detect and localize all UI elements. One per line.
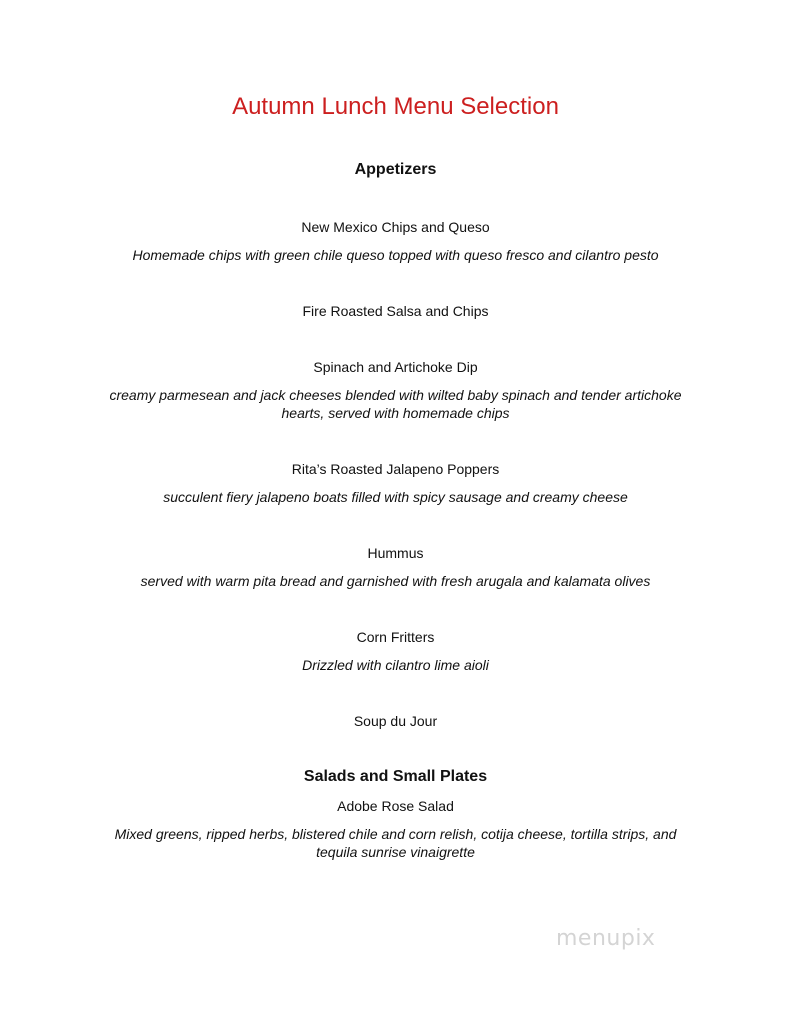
menu-item-name: Hummus (367, 545, 424, 561)
menu-item-name: Spinach and Artichoke Dip (313, 359, 478, 375)
menu-item-description: creamy parmesean and jack cheeses blended with wilted baby spinach and tender artichoke hearts, served with homemade chips (109, 387, 682, 421)
menu-item-description: succulent fiery jalapeno boats filled with spicy sausage and creamy cheese (163, 489, 628, 505)
menu-item-description: served with warm pita bread and garnished with fresh arugala and kalamata olives (140, 573, 651, 589)
menu-item-name: Corn Fritters (356, 629, 435, 645)
menu-item-name: Soup du Jour (353, 713, 438, 729)
menu-item-name: Adobe Rose Salad (337, 798, 454, 814)
menu-item-description: Homemade chips with green chile queso topped with queso fresco and cilantro pesto (132, 247, 659, 263)
menu-item-description: Drizzled with cilantro lime aioli (302, 657, 489, 673)
menu-item-name: New Mexico Chips and Queso (301, 219, 490, 235)
menu-item-description: Mixed greens, ripped herbs, blistered chile and corn relish, cotija cheese, tortilla strips, and tequila sunrise vinaigrette (114, 826, 677, 860)
menu-title: Autumn Lunch Menu Selection (232, 93, 559, 120)
section-heading-salads: Salads and Small Plates (303, 768, 488, 785)
menu-item-name: Rita’s Roasted Jalapeno Poppers (291, 461, 500, 477)
menupix-watermark: menupix (556, 926, 656, 951)
section-heading-appetizers: Appetizers (354, 161, 437, 178)
menu-item-name: Fire Roasted Salsa and Chips (302, 303, 489, 319)
